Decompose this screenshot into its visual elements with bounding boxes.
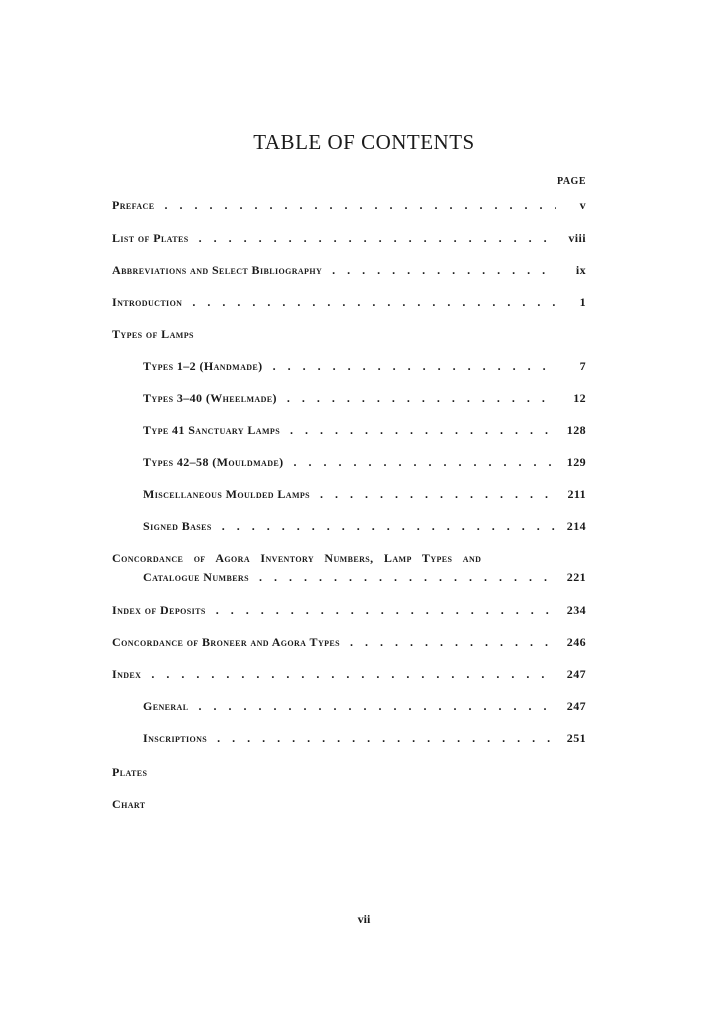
dot-leader [198, 699, 556, 714]
toc-entry-abbreviations[interactable] [112, 263, 586, 278]
toc-entry-page: 129 [566, 455, 586, 469]
toc-entry-label: List of Plates [112, 231, 189, 245]
toc-entry-label: Plates [112, 765, 148, 779]
dot-leader [287, 391, 556, 406]
toc-entry-concordance-line1[interactable]: Concordance of Agora Inventory Numbers, Lamp Types and [112, 551, 482, 565]
toc-entry-label: Types 3–40 (Wheelmade) [143, 391, 277, 405]
toc-entry-type-41[interactable] [143, 423, 586, 438]
toc-entry-plates[interactable] [112, 765, 586, 780]
dot-leader [222, 519, 556, 534]
dot-leader [332, 263, 556, 278]
toc-entry-list-of-plates[interactable] [112, 231, 586, 246]
toc-entry-preface[interactable] [112, 198, 586, 213]
toc-entry-types-42-58[interactable] [143, 455, 586, 470]
toc-entry-page: 214 [566, 519, 586, 533]
toc-entry-label: Index [112, 667, 142, 681]
toc-entry-page: viii [568, 231, 586, 245]
toc-entry-page: 211 [567, 487, 586, 501]
toc-entry-page: 234 [566, 603, 586, 617]
dot-leader [320, 487, 556, 502]
toc-entry-label: Types of Lamps [112, 327, 194, 341]
toc-entry-types-1-2[interactable] [143, 359, 586, 374]
toc-entry-label: Miscellaneous Moulded Lamps [143, 487, 311, 501]
toc-entry-label: Type 41 Sanctuary Lamps [143, 423, 281, 437]
toc-entry-label: Chart [112, 797, 146, 811]
toc-entry-misc-moulded[interactable] [143, 487, 586, 502]
toc-entry-label: Preface [112, 198, 155, 212]
toc-entry-concordance-broneer[interactable] [112, 635, 586, 650]
toc-entry-inscriptions[interactable] [143, 731, 586, 746]
toc-entry-page: 221 [566, 570, 586, 584]
toc-entry-types-of-lamps[interactable] [112, 327, 586, 342]
dot-leader [273, 359, 556, 374]
toc-entry-index-of-deposits[interactable] [112, 603, 586, 618]
toc-entry-label: Catalogue Numbers [143, 570, 249, 584]
toc-entry-label: Index of Deposits [112, 603, 206, 617]
toc-entry-general[interactable] [143, 699, 586, 714]
toc-entry-label: Abbreviations and Select Bibliography [112, 263, 323, 277]
toc-entry-chart[interactable] [112, 797, 586, 812]
toc-entry-label: Types 1–2 (Handmade) [143, 359, 263, 373]
dot-leader [290, 423, 556, 438]
toc-entry-index[interactable] [112, 667, 586, 682]
dot-leader [216, 603, 556, 618]
toc-entry-types-3-40[interactable] [143, 391, 586, 406]
dot-leader [192, 295, 556, 310]
toc-entry-page: 7 [579, 359, 586, 373]
toc-entry-label: Introduction [112, 295, 183, 309]
page-title: TABLE OF CONTENTS [253, 130, 475, 154]
dot-leader [217, 731, 556, 746]
dot-leader [199, 231, 556, 246]
toc-entry-label: General [143, 699, 189, 713]
page-number: vii [357, 912, 371, 926]
dot-leader [164, 198, 556, 213]
dot-leader [151, 667, 556, 682]
toc-entry-page: 12 [573, 391, 586, 405]
toc-entry-page: 128 [566, 423, 586, 437]
dot-leader [350, 635, 556, 650]
toc-entry-label: Types 42–58 (Mouldmade) [143, 455, 284, 469]
toc-entry-page: 247 [566, 699, 586, 713]
toc-entry-label: Inscriptions [143, 731, 208, 745]
toc-entry-catalogue-numbers[interactable] [143, 570, 586, 585]
toc-entry-page: 246 [566, 635, 586, 649]
toc-entry-page: 251 [566, 731, 586, 745]
toc-entry-introduction[interactable] [112, 295, 586, 310]
dot-leader [259, 570, 556, 585]
toc-entry-label: Concordance of Broneer and Agora Types [112, 635, 341, 649]
toc-entry-page: 247 [566, 667, 586, 681]
page-column-heading: PAGE [556, 176, 586, 187]
toc-entry-page: 1 [579, 295, 586, 309]
dot-leader [294, 455, 556, 470]
toc-entry-signed-bases[interactable] [143, 519, 586, 534]
toc-entry-page: ix [575, 263, 586, 277]
toc-entry-page: v [579, 198, 586, 212]
toc-entry-label: Signed Bases [143, 519, 212, 533]
